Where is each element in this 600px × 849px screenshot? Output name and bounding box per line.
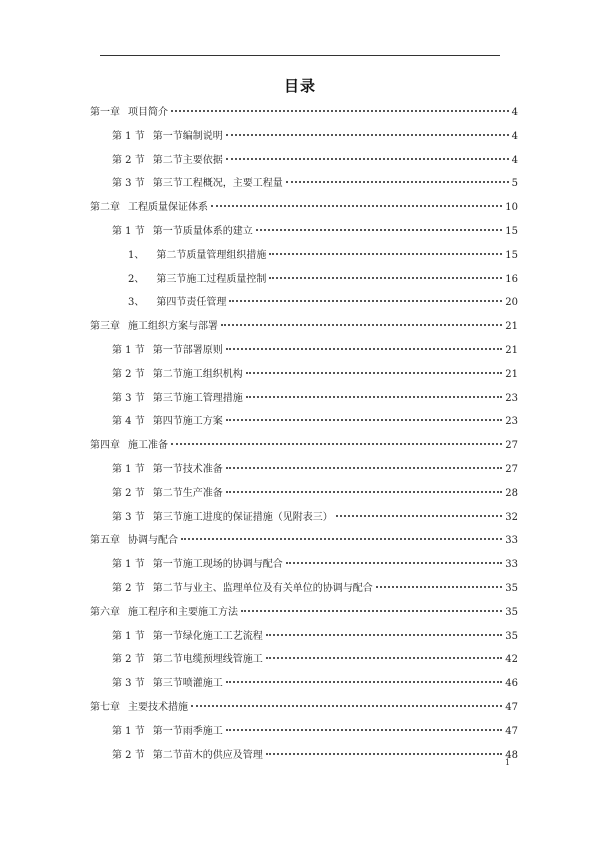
toc-entry-page: 27	[505, 464, 518, 475]
toc-entry-page: 4	[511, 130, 518, 142]
toc-entry-title: 第三节施工管理措施	[152, 392, 243, 404]
dot-leader	[221, 324, 502, 326]
toc-entry-page: 4	[511, 107, 518, 118]
toc-entry-label	[112, 652, 263, 668]
toc-entry-title: 第二节主要依据	[152, 154, 223, 166]
toc-entry-number: 1、	[128, 249, 145, 261]
toc-entry-label	[128, 248, 266, 264]
toc-entry-section[interactable]	[112, 343, 518, 359]
toc-entry-page: 27	[505, 440, 518, 452]
toc-entry-label	[112, 724, 223, 740]
toc-entry-label	[112, 581, 373, 597]
toc-entry-page: 21	[505, 345, 518, 356]
toc-entry-label	[112, 557, 283, 573]
toc-entry-number: 第 1 节	[112, 559, 145, 571]
toc-entry-title: 施工组织方案与部署	[128, 321, 218, 333]
toc-entry-title: 主要技术措施	[128, 702, 188, 713]
toc-entry-number: 第 1 节	[112, 130, 145, 142]
toc-entry-chapter[interactable]	[90, 319, 518, 335]
toc-entry-number: 第一章	[90, 107, 120, 118]
toc-entry-sub[interactable]	[128, 272, 518, 288]
dot-leader	[226, 467, 503, 469]
dot-leader	[229, 300, 502, 302]
header-rule	[100, 55, 500, 56]
toc-entry-section[interactable]	[112, 510, 518, 526]
toc-entry-section[interactable]	[112, 724, 518, 740]
toc-entry-title: 第四节责任管理	[156, 297, 227, 309]
toc-entry-title: 第三节工程概况，主要工程量	[152, 178, 283, 190]
toc-entry-page: 46	[505, 678, 518, 690]
toc-entry-section[interactable]	[112, 486, 518, 502]
toc-entry-number: 第四章	[90, 440, 120, 452]
page-title: 目录	[283, 77, 316, 95]
toc-entry-number: 第 1 节	[112, 630, 145, 642]
toc-entry-label	[112, 414, 223, 430]
toc-entry-title: 第三节施工进度的保证措施（见附表三）	[152, 511, 333, 523]
toc-entry-title: 第一节雨季施工	[152, 725, 223, 737]
page-number: 1	[505, 758, 511, 767]
toc-entry-title: 第一节编制说明	[152, 130, 223, 142]
toc-entry-title: 协调与配合	[128, 535, 178, 547]
dot-leader	[226, 348, 503, 350]
toc-entry-label	[112, 486, 223, 502]
dot-leader	[269, 253, 502, 255]
toc-entry-chapter[interactable]	[90, 533, 518, 549]
toc-entry-label	[90, 533, 178, 549]
dot-leader	[226, 134, 509, 136]
dot-leader	[266, 634, 503, 636]
toc-entry-label	[128, 272, 266, 288]
dot-leader	[191, 705, 502, 707]
dot-leader	[269, 277, 502, 279]
toc-entry-section[interactable]	[112, 176, 518, 192]
toc-entry-title: 项目简介	[128, 107, 168, 118]
toc-entry-number: 第 1 节	[112, 464, 145, 475]
toc-entry-label	[112, 343, 223, 359]
toc-entry-number: 第 2 节	[112, 583, 145, 594]
toc-entry-title: 第一节部署原则	[152, 345, 223, 356]
toc-entry-number: 2、	[128, 273, 145, 285]
dot-leader	[226, 158, 509, 160]
toc-entry-section[interactable]	[112, 748, 518, 764]
toc-entry-label	[112, 129, 223, 145]
toc-entry-title: 第一节技术准备	[152, 464, 223, 475]
toc-entry-section[interactable]	[112, 581, 518, 597]
dot-leader	[376, 586, 503, 588]
toc-entry-number: 第 4 节	[112, 416, 145, 428]
toc-entry-page: 21	[505, 321, 518, 333]
toc-entry-page: 33	[505, 535, 518, 547]
toc-entry-label	[112, 224, 253, 240]
toc-entry-section[interactable]	[112, 652, 518, 668]
toc-entry-number: 3、	[128, 297, 145, 309]
toc-entry-section[interactable]	[112, 414, 518, 430]
toc-entry-title: 第一节绿化施工工艺流程	[152, 630, 263, 642]
toc-entry-label	[112, 510, 333, 526]
toc-entry-title: 第三节施工过程质量控制	[156, 273, 267, 285]
toc-entry-section[interactable]	[112, 224, 518, 240]
dot-leader	[171, 443, 502, 445]
toc-entry-number: 第 2 节	[112, 654, 145, 666]
toc-entry-page: 35	[505, 630, 518, 642]
toc-entry-page: 15	[505, 249, 518, 261]
dot-leader	[226, 491, 503, 493]
toc-entry-page: 20	[505, 297, 518, 309]
toc-entry-title: 第二节电缆预埋线管施工	[152, 654, 263, 666]
toc-entry-section[interactable]	[112, 129, 518, 145]
toc-entry-page: 35	[505, 583, 518, 594]
toc-entry-label	[90, 438, 168, 454]
toc-entry-title: 第二节与业主、监理单位及有关单位的协调与配合	[152, 583, 373, 594]
toc-entry-label	[128, 295, 226, 311]
toc-entry-label	[112, 367, 243, 383]
toc-entry-number: 第 1 节	[112, 226, 145, 237]
dot-leader	[226, 419, 503, 421]
dot-leader	[336, 515, 503, 517]
dot-leader	[286, 181, 509, 183]
toc-entry-page: 47	[505, 702, 518, 713]
dot-leader	[266, 753, 503, 755]
toc-entry-page: 4	[511, 154, 518, 166]
toc-entry-page: 42	[505, 654, 518, 666]
toc-entry-title: 第二节施工组织机构	[152, 368, 243, 380]
toc-entry-page: 28	[505, 487, 518, 499]
dot-leader	[226, 729, 503, 731]
toc-entry-number: 第 2 节	[112, 487, 145, 499]
toc-entry-page: 15	[505, 226, 518, 237]
toc-entry-chapter[interactable]	[90, 200, 518, 216]
toc-entry-section[interactable]	[112, 153, 518, 169]
toc-entry-section[interactable]	[112, 367, 518, 383]
toc-entry-number: 第五章	[90, 535, 120, 547]
toc-entry-label	[90, 700, 188, 716]
toc-entry-page: 35	[505, 606, 518, 618]
toc-entry-label	[112, 391, 243, 407]
toc-entry-number: 第 1 节	[112, 725, 145, 737]
toc-entry-label	[112, 153, 223, 169]
dot-leader	[171, 110, 509, 112]
toc-entry-page: 5	[511, 178, 518, 190]
dot-leader	[181, 538, 502, 540]
toc-entry-page: 10	[505, 202, 518, 214]
toc-entry-label	[112, 629, 263, 645]
toc-entry-number: 第 2 节	[112, 368, 145, 380]
dot-leader	[211, 205, 502, 207]
toc-entry-title: 第三节喷灌施工	[152, 678, 223, 690]
dot-leader	[226, 681, 503, 683]
toc-entry-title: 第二节质量管理组织措施	[156, 249, 267, 261]
toc-entry-label	[90, 319, 218, 335]
toc-entry-section[interactable]	[112, 676, 518, 692]
toc-entry-page: 47	[505, 725, 518, 737]
toc-entry-title: 第一节施工现场的协调与配合	[152, 559, 283, 571]
toc-entry-chapter[interactable]	[90, 700, 518, 716]
toc-entry-number: 第 2 节	[112, 154, 145, 166]
toc-entry-title: 施工准备	[128, 440, 168, 452]
toc-entry-label	[90, 605, 238, 621]
toc-entry-label	[112, 748, 263, 764]
toc-entry-page: 32	[505, 511, 518, 523]
toc-entry-sub[interactable]	[128, 248, 518, 264]
toc-entry-chapter[interactable]	[90, 438, 518, 454]
toc-entry-title: 工程质量保证体系	[128, 202, 208, 214]
toc-entry-page: 21	[505, 368, 518, 380]
toc-entry-chapter[interactable]	[90, 105, 518, 121]
toc-entry-label	[90, 200, 208, 216]
dot-leader	[246, 396, 503, 398]
toc-entry-sub[interactable]	[128, 295, 518, 311]
toc-entry-title: 第四节施工方案	[152, 416, 223, 428]
dot-leader	[286, 562, 503, 564]
toc-entry-section[interactable]	[112, 557, 518, 573]
toc-entry-number: 第二章	[90, 202, 120, 214]
toc-entry-label	[112, 676, 223, 692]
toc-entry-page: 48	[505, 749, 518, 761]
toc-entry-number: 第 3 节	[112, 178, 145, 190]
toc-entry-title: 第二节生产准备	[152, 487, 223, 499]
toc-entry-page: 23	[505, 392, 518, 404]
toc-entry-title: 第二节苗木的供应及管理	[152, 749, 263, 761]
toc-entry-page: 23	[505, 416, 518, 428]
toc-entry-number: 第六章	[90, 606, 120, 618]
toc-entry-label	[90, 105, 168, 121]
toc-entry-number: 第七章	[90, 702, 120, 713]
dot-leader	[246, 372, 503, 374]
dot-leader	[266, 657, 503, 659]
toc-entry-number: 第 3 节	[112, 511, 145, 523]
toc-entry-number: 第三章	[90, 321, 120, 333]
toc-entry-section[interactable]	[112, 391, 518, 407]
toc-entry-page: 33	[505, 559, 518, 571]
toc-entry-number: 第 3 节	[112, 392, 145, 404]
toc-entry-title: 第一节质量体系的建立	[152, 226, 253, 237]
toc-entry-number: 第 1 节	[112, 345, 145, 356]
toc-entry-chapter[interactable]	[90, 605, 518, 621]
dot-leader	[241, 610, 502, 612]
toc-entry-title: 施工程序和主要施工方法	[128, 606, 238, 618]
toc-entry-section[interactable]	[112, 629, 518, 645]
toc-entry-label	[112, 462, 223, 478]
toc-entry-number: 第 2 节	[112, 749, 145, 761]
toc-entry-section[interactable]	[112, 462, 518, 478]
toc-entry-label	[112, 176, 283, 192]
toc-entry-number: 第 3 节	[112, 678, 145, 690]
toc-entry-page: 16	[505, 273, 518, 285]
dot-leader	[256, 229, 503, 231]
